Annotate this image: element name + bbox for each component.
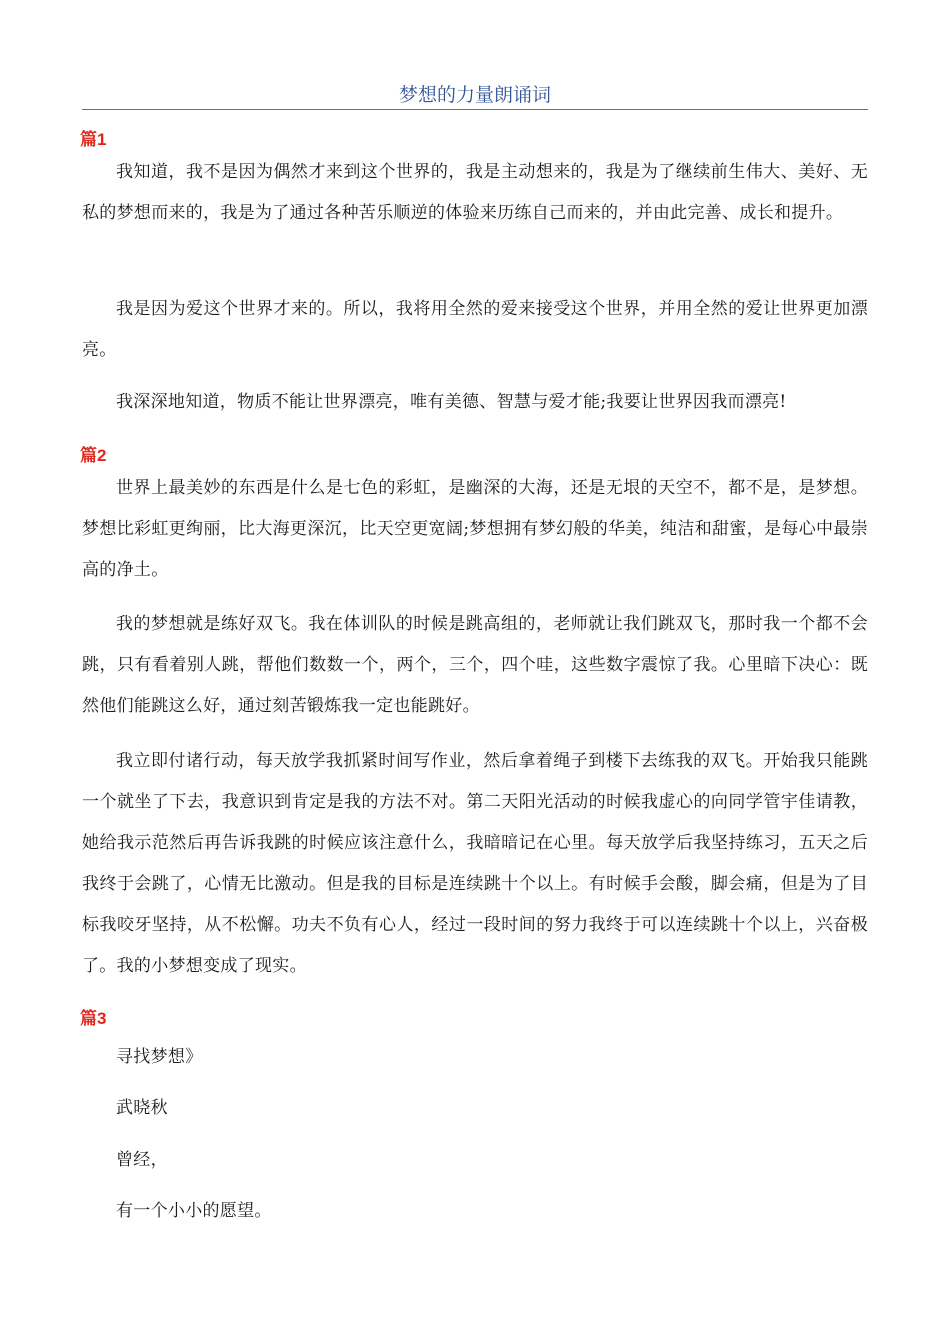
poem-line: 有一个小小的愿望。 bbox=[116, 1201, 272, 1221]
paragraph: 世界上最美妙的东西是什么是七色的彩虹，是幽深的大海，还是无垠的天空不，都不是，是梦想。梦想比彩虹更绚丽，比大海更深沉，比天空更宽阔;梦想拥有梦幻般的华美，纯洁和甜蜜，是每心中最崇高的净土。 bbox=[82, 478, 868, 580]
poem-line: 寻找梦想》 bbox=[116, 1047, 203, 1067]
paragraph: 我立即付诸行动，每天放学我抓紧时间写作业，然后拿着绳子到楼下去练我的双飞。开始我只能跳一个就坐了下去，我意识到肯定是我的方法不对。第二天阳光活动的时候我虚心的向同学管宇佳请教，她给我示范然后再告诉我跳的时候应该注意什么，我暗暗记在心里。每天放学后我坚持练习，五天之后我终于会跳了，心情无比激动。但是我的目标是连续跳十个以上。有时候手会酸，脚会痛，但是为了目标我咬牙坚持，从不松懈。功夫不负有心人，经过一段时间的努力我终于可以连续跳十个以上，兴奋极了。我的小梦想变成了现实。 bbox=[82, 751, 868, 976]
title-underline bbox=[82, 109, 868, 110]
paragraph: 我深深地知道，物质不能让世界漂亮，唯有美德、智慧与爱才能;我要让世界因我而漂亮! bbox=[116, 392, 787, 412]
section-label-1: 篇1 bbox=[80, 130, 107, 149]
poem-line: 曾经， bbox=[116, 1150, 168, 1170]
document-title: 梦想的力量朗诵词 bbox=[398, 84, 551, 106]
section-label-3: 篇3 bbox=[80, 1009, 107, 1028]
poem-line: 武晓秋 bbox=[116, 1098, 168, 1118]
section-label-2: 篇2 bbox=[80, 446, 107, 465]
paragraph: 我的梦想就是练好双飞。我在体训队的时候是跳高组的，老师就让我们跳双飞，那时我一个都不会跳，只有看着别人跳，帮他们数数一个，两个，三个，四个哇，这些数字震惊了我。心里暗下决心：既然他们能跳这么好，通过刻苦锻炼我一定也能跳好。 bbox=[82, 614, 868, 716]
paragraph: 我知道，我不是因为偶然才来到这个世界的，我是主动想来的，我是为了继续前生伟大、美好、无私的梦想而来的，我是为了通过各种苦乐顺逆的体验来历练自己而来的，并由此完善、成长和提升。 bbox=[82, 162, 868, 223]
paragraph: 我是因为爱这个世界才来的。所以，我将用全然的爱来接受这个世界，并用全然的爱让世界更加漂亮。 bbox=[82, 299, 868, 360]
